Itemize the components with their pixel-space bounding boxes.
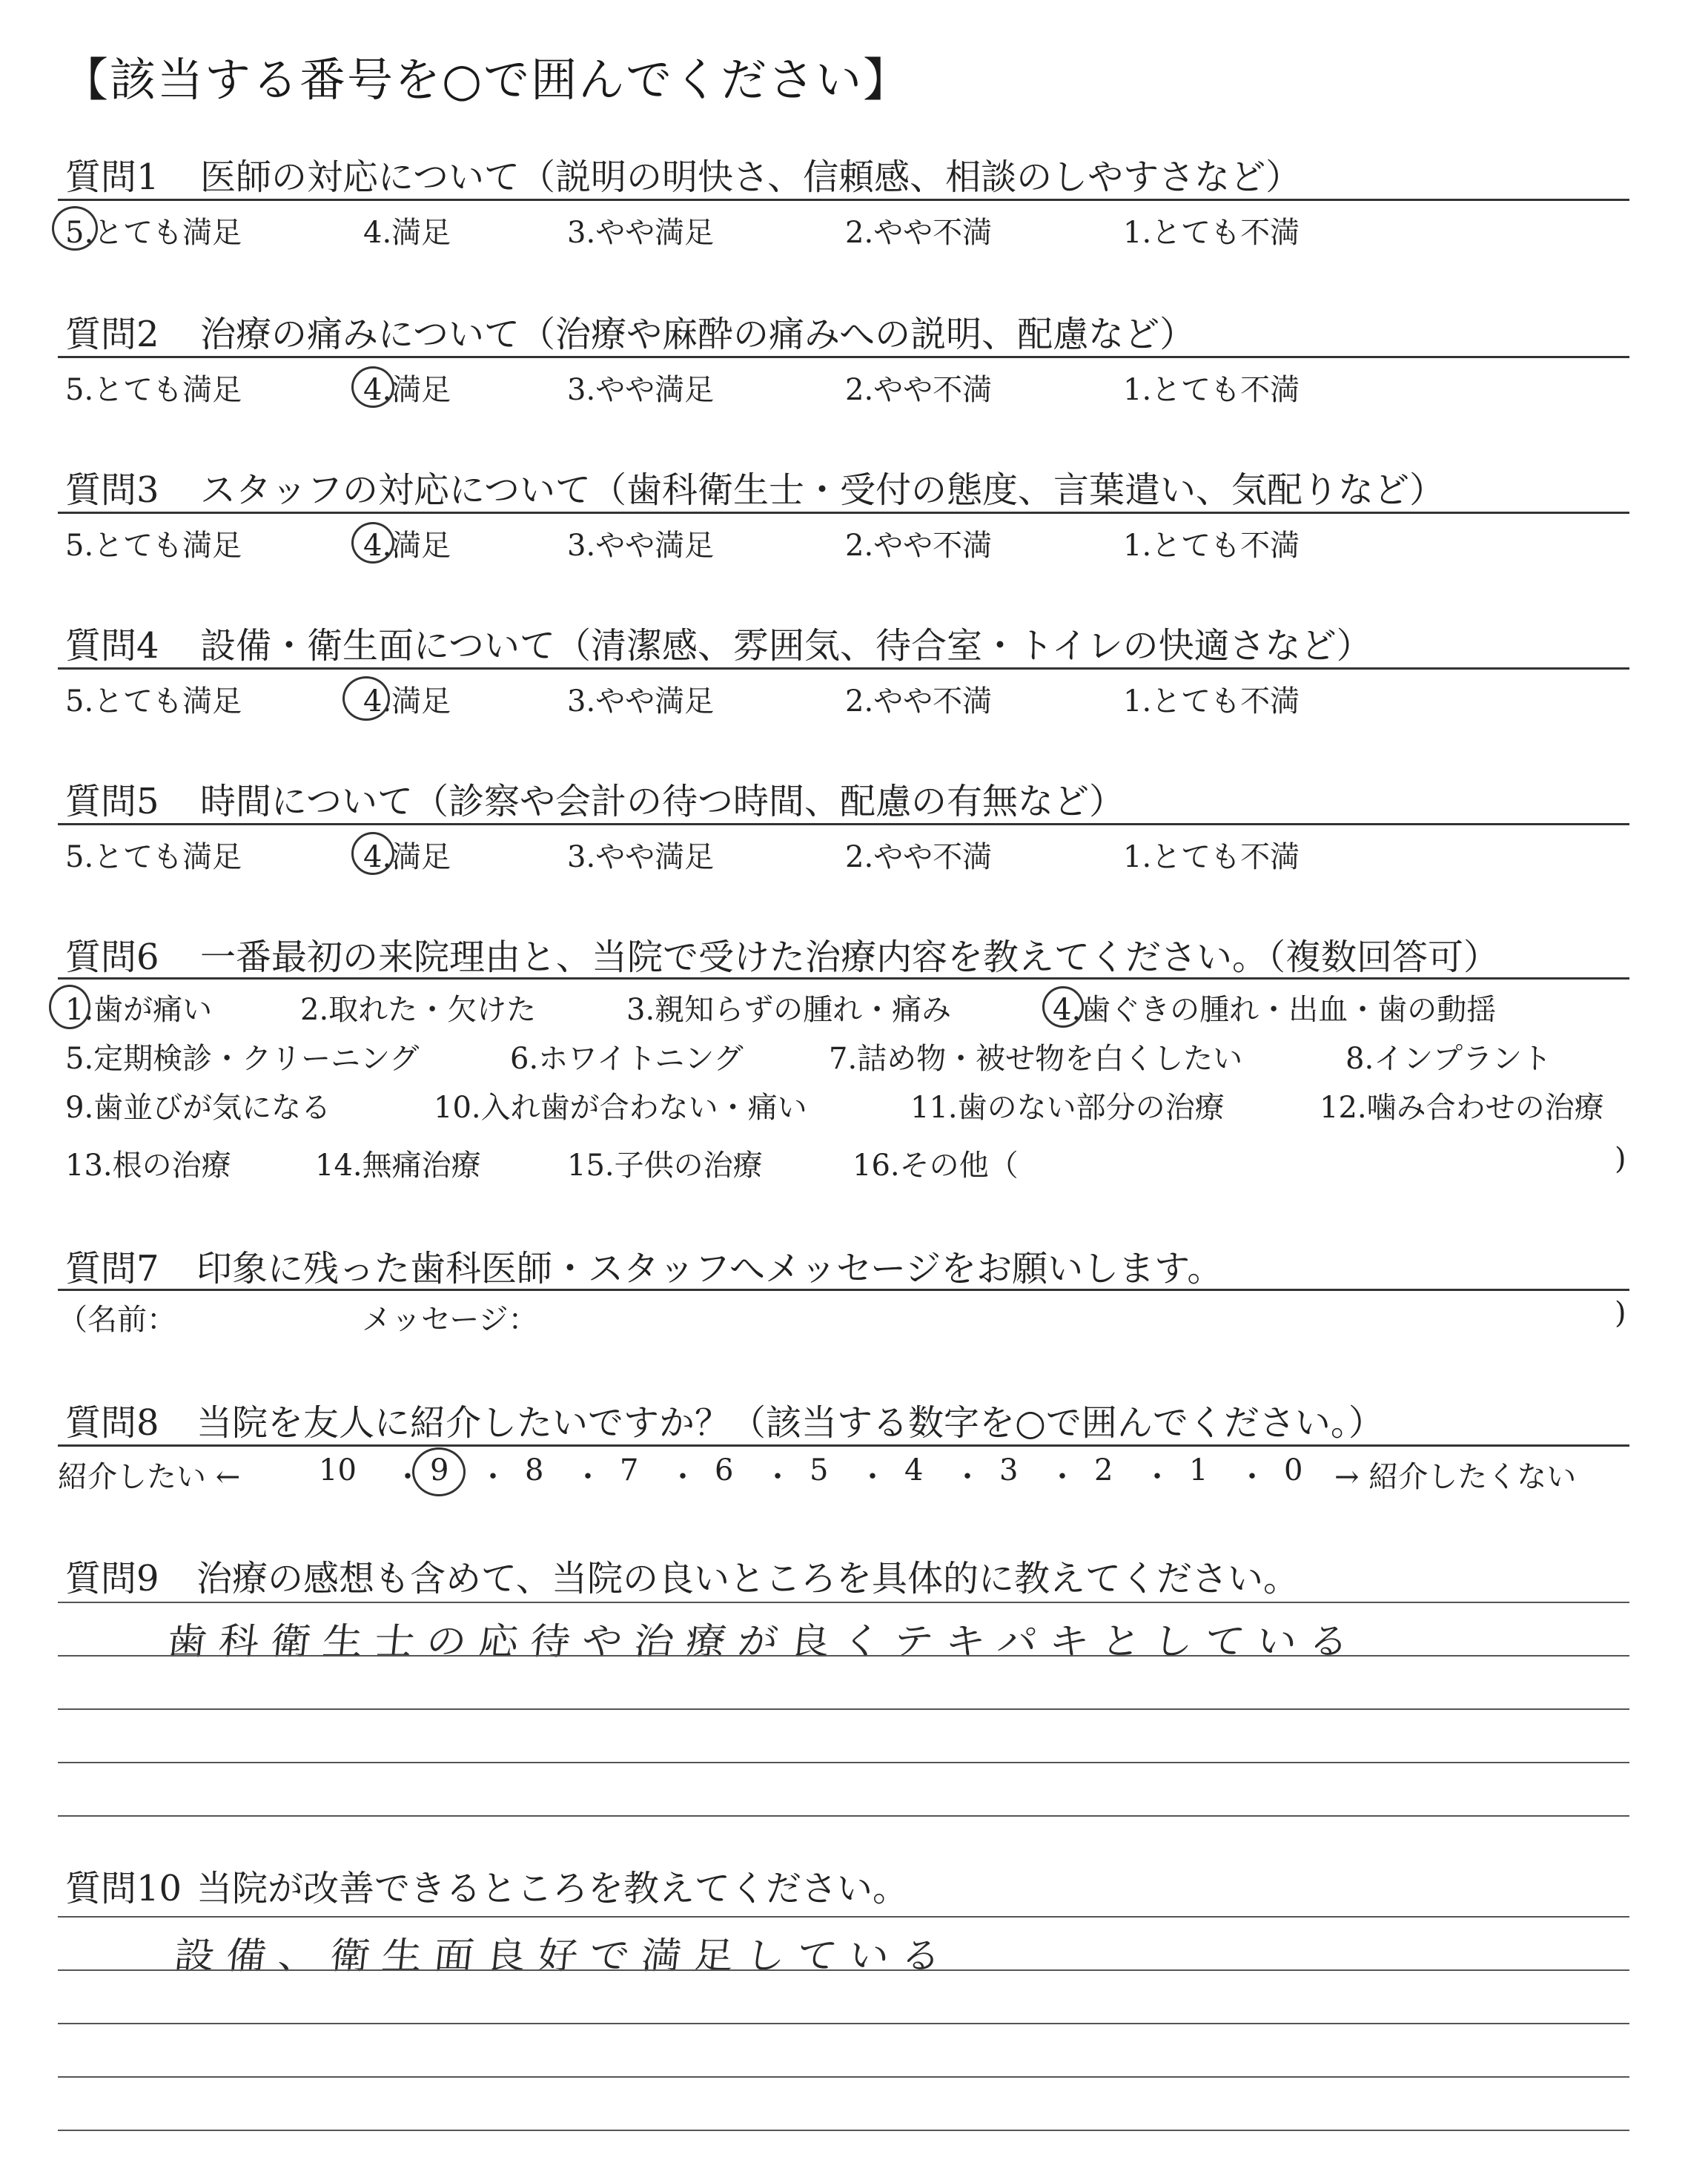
q8-answer-circle bbox=[412, 1447, 466, 1496]
q5-option-5[interactable]: 5.とても満足 bbox=[65, 840, 242, 874]
q6-option-16[interactable]: 16.その他（ bbox=[853, 1149, 1019, 1183]
q6-option-7[interactable]: 7.詰め物・被せ物を白くしたい bbox=[829, 1042, 1243, 1076]
q8-score-2[interactable]: 2 bbox=[1094, 1453, 1113, 1487]
q6-answer-circle-4 bbox=[1042, 986, 1084, 1028]
q6-answer-circle-1 bbox=[49, 985, 90, 1029]
q9-line-2 bbox=[58, 1655, 1629, 1657]
q7-rule bbox=[58, 1289, 1629, 1291]
q8-score-7[interactable]: 7 bbox=[620, 1453, 639, 1487]
q6-option-6[interactable]: 6.ホワイトニング bbox=[510, 1042, 744, 1076]
q8-text: 当院を友人に紹介したいですか？（該当する数字を○で囲んでください。） bbox=[196, 1402, 1384, 1444]
q4-option-1[interactable]: 1.とても不満 bbox=[1123, 684, 1300, 719]
q8-dot-separator: ・ bbox=[668, 1460, 698, 1494]
q8-left-label: 紹介したい ← bbox=[58, 1460, 241, 1494]
q9-line-4 bbox=[58, 1762, 1629, 1763]
q3-option-2[interactable]: 2.やや不満 bbox=[845, 529, 993, 563]
q8-score-5[interactable]: 5 bbox=[810, 1453, 829, 1487]
q4-option-4[interactable]: 4.満足 bbox=[363, 684, 451, 719]
q5-option-4[interactable]: 4.満足 bbox=[363, 840, 451, 874]
q6-option-16-close: ) bbox=[1615, 1142, 1626, 1176]
q6-rule bbox=[58, 977, 1629, 980]
q3-text: スタッフの対応について（歯科衛生士・受付の態度、言葉遣い、気配りなど） bbox=[200, 469, 1446, 511]
q7-close: ) bbox=[1615, 1296, 1626, 1330]
q7-name-label: （名前： bbox=[58, 1303, 176, 1337]
q1-option-2[interactable]: 2.やや不満 bbox=[845, 216, 993, 250]
q8-dot-separator: ・ bbox=[858, 1460, 887, 1494]
q9-line-5 bbox=[58, 1815, 1629, 1817]
q8-dot-separator: ・ bbox=[393, 1460, 423, 1494]
q3-option-3[interactable]: 3.やや満足 bbox=[567, 529, 715, 563]
q6-option-10[interactable]: 10.入れ歯が合わない・痛い bbox=[434, 1091, 807, 1125]
q6-option-9[interactable]: 9.歯並びが気になる bbox=[65, 1091, 331, 1125]
q8-score-3[interactable]: 3 bbox=[999, 1453, 1019, 1487]
q2-option-2[interactable]: 2.やや不満 bbox=[845, 373, 993, 407]
q5-option-3[interactable]: 3.やや満足 bbox=[567, 840, 715, 874]
q6-option-11[interactable]: 11.歯のない部分の治療 bbox=[910, 1091, 1225, 1125]
q6-option-13[interactable]: 13.根の治療 bbox=[65, 1149, 231, 1183]
q10-text: 当院が改善できるところを教えてください。 bbox=[196, 1868, 909, 1909]
q6-option-4[interactable]: 4.歯ぐきの腫れ・出血・歯の動揺 bbox=[1053, 993, 1497, 1027]
q4-text: 設備・衛生面について（清潔感、雰囲気、待合室・トイレの快適さなど） bbox=[200, 625, 1372, 667]
q10-answer-handwriting: 設備、衛生面良好で満足している bbox=[172, 1934, 956, 1978]
q1-option-3[interactable]: 3.やや満足 bbox=[567, 216, 715, 250]
q6-option-5[interactable]: 5.定期検診・クリーニング bbox=[65, 1042, 420, 1076]
q1-text: 医師の対応について（説明の明快さ、信頼感、相談のしやすさなど） bbox=[200, 156, 1302, 198]
q4-answer-circle bbox=[342, 676, 390, 721]
q3-rule bbox=[58, 512, 1629, 514]
q2-option-3[interactable]: 3.やや満足 bbox=[567, 373, 715, 407]
q5-label: 質問5 bbox=[65, 781, 159, 822]
q6-option-8[interactable]: 8.インプラント bbox=[1345, 1042, 1552, 1076]
q8-rule bbox=[58, 1444, 1629, 1447]
q8-score-0[interactable]: 0 bbox=[1284, 1453, 1303, 1487]
q2-text: 治療の痛みについて（治療や麻酔の痛みへの説明、配慮など） bbox=[200, 314, 1196, 355]
q6-label: 質問6 bbox=[65, 937, 159, 978]
q6-option-12[interactable]: 12.噛み合わせの治療 bbox=[1320, 1091, 1604, 1125]
q9-text: 治療の感想も含めて、当院の良いところを具体的に教えてください。 bbox=[196, 1558, 1300, 1599]
q2-label: 質問2 bbox=[65, 314, 159, 355]
q7-text: 印象に残った歯科医師・スタッフへメッセージをお願いします。 bbox=[196, 1248, 1223, 1289]
q10-line-3 bbox=[58, 2023, 1629, 2024]
q6-option-2[interactable]: 2.取れた・欠けた bbox=[300, 993, 537, 1027]
q6-option-14[interactable]: 14.無痛治療 bbox=[315, 1149, 481, 1183]
q6-option-15[interactable]: 15.子供の治療 bbox=[567, 1149, 763, 1183]
q2-option-1[interactable]: 1.とても不満 bbox=[1123, 373, 1300, 407]
q10-line-1 bbox=[58, 1916, 1629, 1918]
form-title: 【該当する番号を○で囲んでください】 bbox=[62, 53, 911, 107]
q8-score-1[interactable]: 1 bbox=[1189, 1453, 1208, 1487]
q5-rule bbox=[58, 823, 1629, 825]
q5-text: 時間について（診察や会計の待つ時間、配慮の有無など） bbox=[200, 781, 1125, 822]
q6-option-3[interactable]: 3.親知らずの腫れ・痛み bbox=[626, 993, 952, 1027]
q5-option-1[interactable]: 1.とても不満 bbox=[1123, 840, 1300, 874]
q8-label: 質問8 bbox=[65, 1402, 159, 1444]
q1-answer-circle bbox=[52, 206, 98, 251]
q8-dot-separator: ・ bbox=[573, 1460, 603, 1494]
q4-option-2[interactable]: 2.やや不満 bbox=[845, 684, 993, 719]
q9-answer-handwriting: 歯科衛生士の応待や治療が良くテキパキとしている bbox=[165, 1619, 1363, 1663]
q1-label: 質問1 bbox=[65, 156, 159, 198]
q3-option-5[interactable]: 5.とても満足 bbox=[65, 529, 242, 563]
q1-option-1[interactable]: 1.とても不満 bbox=[1123, 216, 1300, 250]
q4-option-5[interactable]: 5.とても満足 bbox=[65, 684, 242, 719]
q8-dot-separator: ・ bbox=[953, 1460, 982, 1494]
q8-right-label: → 紹介したくない bbox=[1334, 1460, 1577, 1494]
q4-option-3[interactable]: 3.やや満足 bbox=[567, 684, 715, 719]
q7-message-label: メッセージ： bbox=[362, 1303, 538, 1337]
q10-line-2 bbox=[58, 1969, 1629, 1971]
q9-line-3 bbox=[58, 1708, 1629, 1710]
q8-score-10[interactable]: 10 bbox=[319, 1453, 357, 1487]
q2-option-4[interactable]: 4.満足 bbox=[363, 373, 451, 407]
q10-label: 質問10 bbox=[65, 1868, 182, 1909]
q3-answer-circle bbox=[351, 522, 394, 564]
q8-score-9[interactable]: 9 bbox=[430, 1453, 449, 1487]
q1-option-5[interactable]: 5.とても満足 bbox=[65, 216, 242, 250]
q5-option-2[interactable]: 2.やや不満 bbox=[845, 840, 993, 874]
q9-line-1 bbox=[58, 1602, 1629, 1603]
q5-answer-circle bbox=[351, 832, 394, 875]
q8-dot-separator: ・ bbox=[478, 1460, 508, 1494]
q10-line-4 bbox=[58, 2076, 1629, 2078]
q8-score-8[interactable]: 8 bbox=[525, 1453, 544, 1487]
q1-option-4[interactable]: 4.満足 bbox=[363, 216, 451, 250]
q8-dot-separator: ・ bbox=[763, 1460, 792, 1494]
q8-dot-separator: ・ bbox=[1047, 1460, 1077, 1494]
q9-label: 質問9 bbox=[65, 1558, 159, 1599]
q3-option-4[interactable]: 4.満足 bbox=[363, 529, 451, 563]
q7-label: 質問7 bbox=[65, 1248, 159, 1289]
q1-rule bbox=[58, 199, 1629, 201]
q2-option-5[interactable]: 5.とても満足 bbox=[65, 373, 242, 407]
q6-text: 一番最初の来院理由と、当院で受けた治療内容を教えてください。（複数回答可） bbox=[200, 937, 1500, 978]
q10-line-5 bbox=[58, 2130, 1629, 2131]
q8-dot-separator: ・ bbox=[1237, 1460, 1267, 1494]
q8-score-4[interactable]: 4 bbox=[904, 1453, 924, 1487]
q2-rule bbox=[58, 356, 1629, 358]
q6-option-1[interactable]: 1.歯が痛い bbox=[65, 993, 213, 1027]
q8-dot-separator: ・ bbox=[1142, 1460, 1172, 1494]
q3-option-1[interactable]: 1.とても不満 bbox=[1123, 529, 1300, 563]
q8-score-6[interactable]: 6 bbox=[715, 1453, 734, 1487]
q4-rule bbox=[58, 667, 1629, 670]
q3-label: 質問3 bbox=[65, 469, 159, 511]
q2-answer-circle bbox=[351, 366, 394, 408]
q4-label: 質問4 bbox=[65, 625, 159, 667]
